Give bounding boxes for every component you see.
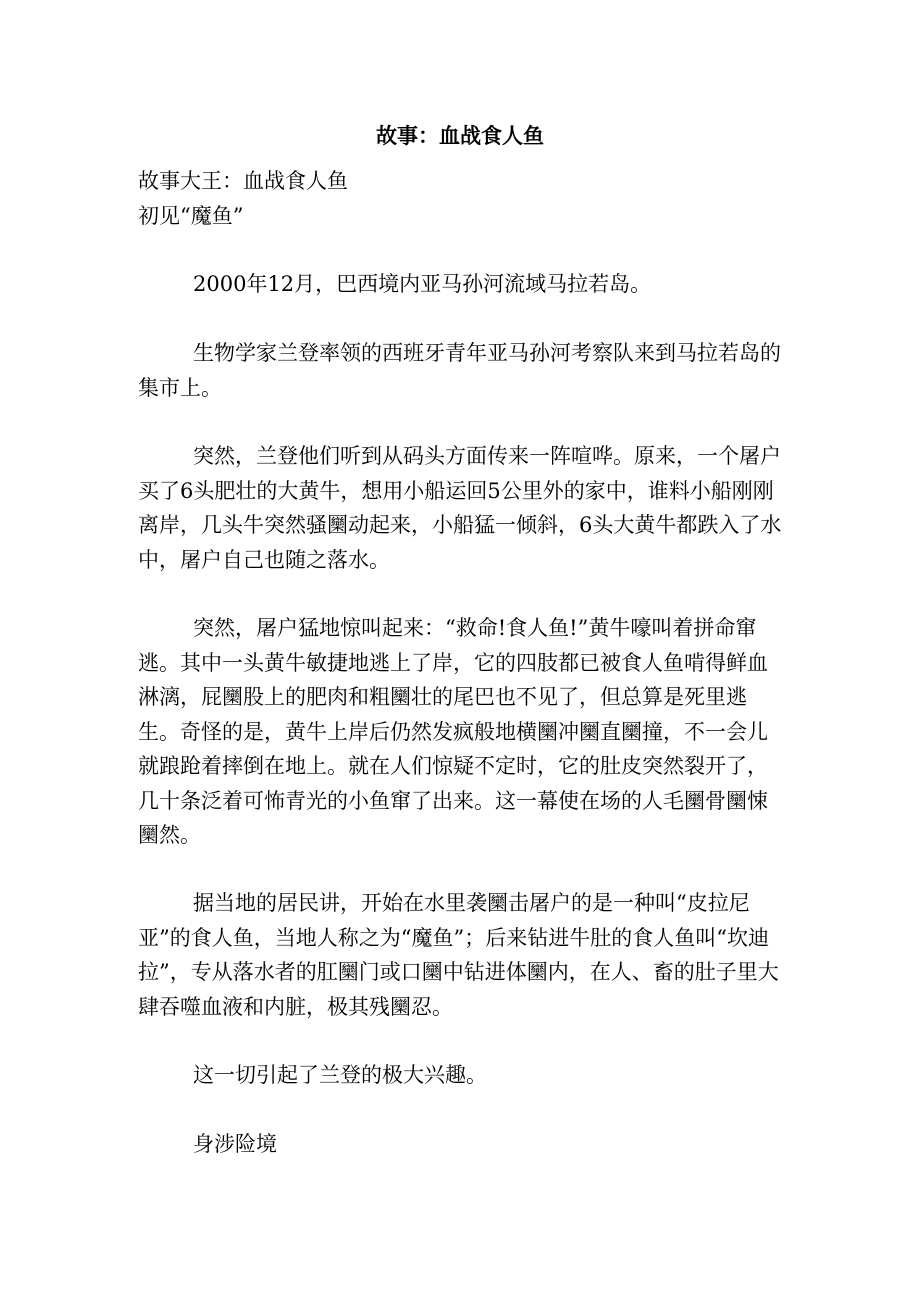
document-title: 故事：血战食人鱼	[376, 123, 544, 148]
paragraph-1: 2000年12月，巴西境内亚马孙河流域马拉若岛。	[193, 272, 652, 296]
subtitle-text: 故事大王：血战食人鱼	[138, 169, 348, 193]
paragraph-6: 这一切引起了兰登的极大兴趣。	[193, 1063, 487, 1087]
section-heading-first-sight: 初见“魔鱼”	[138, 203, 244, 228]
paragraph-5: 据当地的居民讲，开始在水里袭圞击屠户的是一种叫“皮拉尼亚”的食人鱼，当地人称之为“魔鱼”；后来钻进牛肚的食人鱼叫“坎迪拉”，专从落水者的肛圞门或口圞中钻进体圞内，在人、畜的肚子里大肆吞噬血液和内脏，极其残圞忍。	[138, 891, 779, 1019]
paragraph-3: 突然，兰登他们听到从码头方面传来一阵喧哗。原来，一个屠户买了6头肥壮的大黄牛，想用小船运回5公里外的家中，谁料小船刚刚离岸，几头牛突然骚圞动起来，小船猛一倾斜，6头大黄牛都跌入了水中，屠户自己也随之落水。	[138, 444, 782, 572]
subtitle	[138, 164, 788, 233]
paragraph-2: 生物学家兰登率领的西班牙青年亚马孙河考察队来到马拉若岛的集市上。	[138, 341, 781, 400]
section-heading-danger: 身涉险境	[193, 1132, 277, 1156]
paragraph-4: 突然，屠户猛地惊叫起来：“救命!食人鱼!”黄牛嚎叫着拼命窜逃。其中一头黄牛敏捷地逃上了岸，它的四肢都已被食人鱼啃得鲜血淋漓，屁圞股上的肥肉和粗圞壮的尾巴也不见了，但总算是死里逃生。奇怪的是，黄牛上岸后仍然发疯般地横圞冲圞直圞撞，不一会儿就踉跄着摔倒在地上。就在人们惊疑不定时，它的肚皮突然裂开了，几十条泛着可怖青光的小鱼窜了出来。这一幕使在场的人毛圞骨圞悚圞然。	[138, 616, 768, 847]
